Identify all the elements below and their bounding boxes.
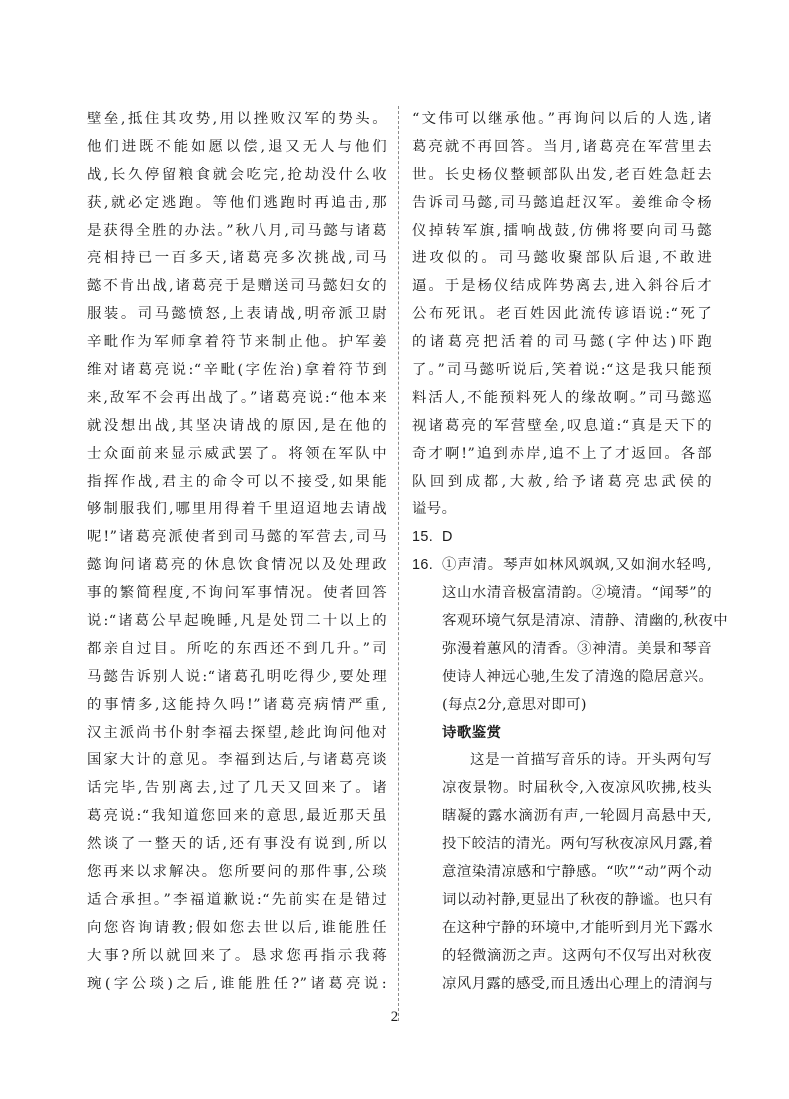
text-line: 的诸葛亮把活着的司马懿(字仲达)吓跑 bbox=[412, 334, 712, 351]
text-line: 适合承担。”李福道歉说:“先前实在是错过 bbox=[87, 891, 387, 908]
text-line: 懿不肯出战,诸葛亮于是赠送司马懿妇女的 bbox=[87, 278, 387, 295]
text-line: 都亲自过目。所吃的东西还不到几升。”司 bbox=[87, 640, 387, 657]
text-line: 指挥作战,君主的命令可以不接受,如果能 bbox=[87, 473, 387, 490]
text-line: 战,长久停留粮食就会吃完,抢劫没什么收 bbox=[87, 166, 387, 183]
text-line: 告诉司马懿,司马懿追赶汉军。姜维命令杨 bbox=[412, 194, 712, 211]
text-line: 大事?所以就回来了。恳求您再指示我蒋 bbox=[87, 947, 387, 964]
text-line: 队回到成都,大赦,给予诸葛亮忠武侯的 bbox=[412, 473, 712, 490]
text-line: 这是一首描写音乐的诗。开头两句写 bbox=[470, 752, 712, 769]
text-line: 料活人,不能预料死人的缘故啊。”司马懿巡 bbox=[412, 389, 712, 406]
text-line: 辛毗作为军师拿着符节来制止他。护军姜 bbox=[87, 334, 387, 351]
left-column bbox=[87, 106, 387, 999]
text-line: 懿询问诸葛亮的休息饮食情况以及处理政 bbox=[87, 557, 387, 574]
text-line: 就没想出战,其坚决请战的原因,是在他的 bbox=[87, 417, 387, 434]
text-line: 瞎凝的露水滴沥有声,一轮圆月高悬中天, bbox=[442, 808, 712, 825]
text-line: 士众面前来显示威武罢了。将领在军队中 bbox=[87, 445, 387, 462]
text-line: 弥漫着蕙风的清香。③神清。美景和琴音 bbox=[442, 640, 712, 657]
answer-16 bbox=[412, 552, 728, 719]
text-line: 凉夜景物。时届秋令,入夜凉风吹拂,枝头 bbox=[442, 780, 712, 797]
answer-16-rest bbox=[412, 580, 728, 719]
text-line: 公布死讯。老百姓因此流传谚语说:“死了 bbox=[412, 306, 712, 323]
text-line: 凉风月露的感受,而且透出心理上的清润与 bbox=[442, 975, 714, 992]
text-line: 的事情多,这能持久吗!”诸葛亮病情严重, bbox=[87, 696, 387, 713]
text-line: 来,敌军不会再出战了。”诸葛亮说:“他本来 bbox=[87, 389, 387, 406]
text-line: 亮相持已一百多天,诸葛亮多次挑战,司马 bbox=[87, 250, 387, 267]
answer-15 bbox=[412, 524, 712, 552]
text-line: 葛亮就不再回答。当月,诸葛亮在军营里去 bbox=[412, 138, 712, 155]
page-number: 2 bbox=[390, 1009, 399, 1025]
text-line: 维对诸葛亮说:“辛毗(字佐治)拿着符节到 bbox=[87, 362, 387, 379]
column-divider bbox=[398, 106, 399, 1021]
text-line: 说:“诸葛公早起晚睡,凡是处罚二十以上的 bbox=[87, 613, 387, 630]
text-line: 这山水清音极富清韵。②境清。“闻琴”的 bbox=[442, 585, 712, 602]
text-line: 服装。司马懿愤怒,上表请战,明帝派卫尉 bbox=[87, 306, 387, 323]
text-line: “文伟可以继承他。”再询问以后的人选,诸 bbox=[412, 111, 712, 127]
answer-number: 16. bbox=[412, 557, 434, 574]
text-line: 客观环境气氛是清凉、清静、清幽的,秋夜中 bbox=[442, 613, 728, 630]
text-line: 逼。于是杨仪结成阵势离去,进入斜谷后才 bbox=[412, 278, 712, 295]
answer-line: ①声清。琴声如林风飒飒,又如涧水轻鸣, bbox=[442, 557, 712, 574]
text-line: (每点2分,意思对即可) bbox=[442, 696, 587, 713]
answer-16-first-line bbox=[412, 552, 712, 580]
text-line: 世。长史杨仪整顿部队出发,老百姓急赶去 bbox=[412, 166, 712, 183]
text-line: 话完毕,告别离去,过了几天又回来了。诸 bbox=[87, 780, 387, 797]
text-line: 了。”司马懿听说后,笑着说:“这是我只能预 bbox=[412, 362, 712, 379]
text-line: 是获得全胜的办法。”秋八月,司马懿与诸葛 bbox=[87, 222, 387, 239]
text-line: 投下皎洁的清光。两句写秋夜凉风月露,着 bbox=[442, 836, 714, 853]
text-line: 呢!”诸葛亮派使者到司马懿的军营去,司马 bbox=[87, 529, 387, 546]
text-line: 向您咨询请教;假如您去世以后,谁能胜任 bbox=[87, 919, 387, 936]
text-line: 使诗人神远心驰,生发了清逸的隐居意兴。 bbox=[442, 668, 714, 685]
text-line: 他们进既不能如愿以偿,退又无人与他们 bbox=[87, 138, 387, 155]
text-line: 词以动衬静,更显出了秋夜的静谧。也只有 bbox=[442, 891, 714, 908]
text-line: 事的繁简程度,不询问军事情况。使者回答 bbox=[87, 585, 387, 602]
text-line: 视诸葛亮的军营壁垒,叹息道:“真是天下的 bbox=[412, 417, 712, 434]
text-line: 然谈了一整天的话,还有事没有说到,所以 bbox=[87, 836, 387, 853]
text-line: 您再来以求解决。您所要问的那件事,公琰 bbox=[87, 864, 387, 881]
text-line: 琬(字公琰)之后,谁能胜任?”诸葛亮说: bbox=[87, 975, 387, 992]
right-column bbox=[412, 106, 728, 999]
text-line: 奇才啊!”追到赤岸,追不上了才返回。各部 bbox=[412, 445, 712, 462]
text-line: 马懿告诉别人说:“诸葛孔明吃得少,要处理 bbox=[87, 668, 387, 685]
section-heading-poem-appreciation: 诗歌鉴赏 bbox=[442, 724, 502, 741]
text-line: 获,就必定逃跑。等他们逃跑时再追击,那 bbox=[87, 194, 387, 211]
text-line: 进攻似的。司马懿收聚部队后退,不敢进 bbox=[412, 250, 712, 267]
text-line: 葛亮说:“我知道您回来的意思,最近那天虽 bbox=[87, 808, 387, 825]
text-line: 意渲染清凉感和宁静感。“吹”“动”两个动 bbox=[442, 864, 712, 881]
text-line: 汉主派尚书仆射李福去探望,趁此询问他对 bbox=[87, 724, 387, 741]
text-line: 在这种宁静的环境中,才能听到月光下露水 bbox=[442, 919, 714, 936]
text-line: 仪掉转军旗,擂响战鼓,仿佛将要向司马懿 bbox=[412, 222, 712, 239]
text-line: 国家大计的意见。李福到达后,与诸葛亮谈 bbox=[87, 752, 387, 769]
text-line: 谥号。 bbox=[412, 501, 457, 518]
answer-text: D bbox=[442, 529, 453, 546]
text-line: 的轻微滴沥之声。这两句不仅写出对秋夜 bbox=[442, 947, 712, 964]
text-line: 够制服我们,哪里用得着千里迢迢地去请战 bbox=[87, 501, 387, 518]
translation-continuation bbox=[412, 106, 712, 524]
text-line: 壁垒,抵住其攻势,用以挫败汉军的势头。 bbox=[87, 111, 387, 127]
answer-number: 15. bbox=[412, 529, 434, 546]
poem-appreciation-paragraph bbox=[412, 747, 712, 998]
